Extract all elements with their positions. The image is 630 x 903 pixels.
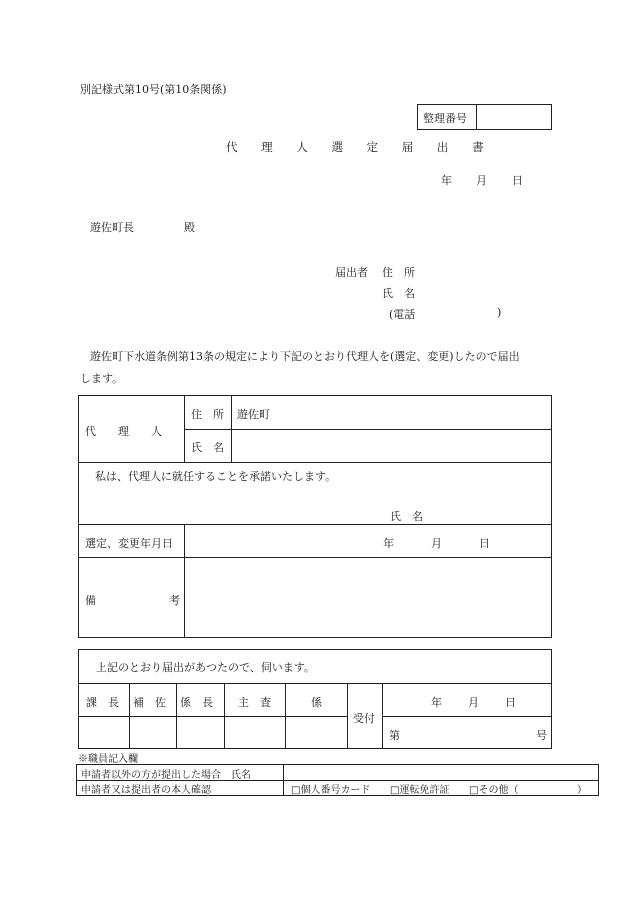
control-number-box xyxy=(417,104,552,130)
option-drivers-license[interactable]: □運転免許証 xyxy=(390,785,450,796)
statement-line-1: 遊佐町下水道条例第13条の規定により下記のとおり代理人を(選定、変更)したので届出 xyxy=(90,350,520,363)
staff-section-table xyxy=(76,764,599,796)
proxy-submitter-label: 申請者以外の方が提出した場合 氏名 xyxy=(81,770,251,781)
remarks-label-right: 考 xyxy=(169,594,180,607)
consent-name-label: 氏 名 xyxy=(390,510,423,523)
stamp-chief-label: 課 長 xyxy=(86,696,119,709)
staff-section-heading: ※職員記入欄 xyxy=(78,754,138,765)
office-notice: 上記のとおり届出があつたので、伺います。 xyxy=(96,661,315,674)
applicant-phone-close: ) xyxy=(497,306,502,319)
stamp-staff-label: 係 xyxy=(311,696,322,709)
agent-address-field[interactable]: 遊佐町 xyxy=(237,408,270,421)
stamp-assistant-label: 補 佐 xyxy=(133,696,166,709)
identity-check-label: 申請者又は提出者の本人確認 xyxy=(81,785,211,796)
received-number-prefix: 第 xyxy=(389,729,400,742)
agent-label: 代 理 人 xyxy=(85,425,162,438)
change-date-year: 年 xyxy=(383,537,394,550)
option-other-close: ） xyxy=(577,785,587,796)
received-month: 月 xyxy=(468,696,479,709)
received-year: 年 xyxy=(431,696,442,709)
form-number: 別記様式第10号(第10条関係) xyxy=(80,83,227,96)
document-title: 代 理 人 選 定 届 出 書 xyxy=(226,140,494,154)
applicant-phone-open: (電話 xyxy=(389,308,416,321)
change-date-label: 選定、変更年月日 xyxy=(85,537,173,550)
statement-line-2: します。 xyxy=(80,372,124,385)
remarks-label-left: 備 xyxy=(85,594,96,607)
date-year-label: 年 xyxy=(441,174,452,187)
applicant-address-label: 住 所 xyxy=(382,266,415,279)
control-number-label: 整理番号 xyxy=(423,112,467,125)
agent-table xyxy=(78,395,552,638)
agent-name-label: 氏 名 xyxy=(191,441,224,454)
received-day: 日 xyxy=(505,696,516,709)
applicant-label: 届出者 xyxy=(335,266,368,279)
date-month-label: 月 xyxy=(476,174,487,187)
agent-name-field[interactable] xyxy=(237,439,537,455)
addressee-honorific: 殿 xyxy=(184,221,195,234)
addressee-name: 遊佐町長 xyxy=(90,221,134,234)
change-date-day: 日 xyxy=(479,537,490,550)
date-day-label: 日 xyxy=(512,174,523,187)
stamp-inspector-label: 主 査 xyxy=(238,696,271,709)
received-number-suffix: 号 xyxy=(536,729,547,742)
received-label: 受付 xyxy=(353,712,375,725)
change-date-month: 月 xyxy=(431,537,442,550)
remarks-field[interactable] xyxy=(187,560,547,632)
consent-text: 私は、代理人に就任することを承諾いたします。 xyxy=(95,470,337,483)
option-mynumber-card[interactable]: □個人番号カード xyxy=(291,785,371,796)
applicant-name-label: 氏 名 xyxy=(382,287,415,300)
option-other[interactable]: □その他（ xyxy=(469,785,519,796)
agent-address-label: 住 所 xyxy=(191,408,224,421)
stamp-section-chief-label: 係 長 xyxy=(180,696,213,709)
office-table xyxy=(78,649,552,749)
